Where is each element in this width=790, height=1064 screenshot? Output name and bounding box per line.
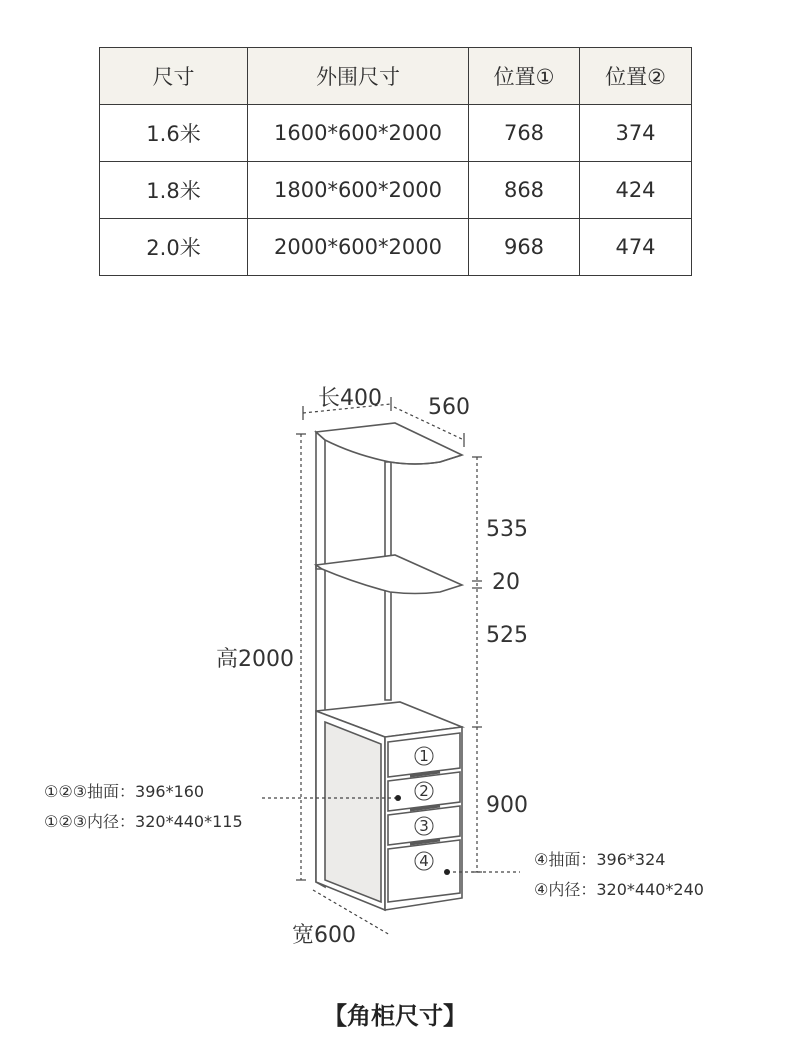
left-note-inner: ①②③内径：320*440*115 [44,812,243,831]
header-position-1: 位置① [469,48,580,105]
cell-position-1: 968 [469,219,580,276]
cabinet-side-panel [325,722,381,902]
segment-bottom-label: 900 [486,793,528,818]
cell-size: 1.6米 [100,105,248,162]
cell-position-2: 424 [580,162,692,219]
left-note-face: ①②③抽面：396*160 [44,782,205,801]
length-label: 长400 [318,386,382,411]
header-position-2: 位置② [580,48,692,105]
header-outer-size: 外围尺寸 [248,48,469,105]
drawer-3-number: 3 [419,817,429,835]
cell-outer-size: 1800*600*2000 [248,162,469,219]
right-note-face: ④抽面：396*324 [534,850,666,869]
cell-size: 1.8米 [100,162,248,219]
segment-top-label: 535 [486,517,528,542]
caption: 【角柜尺寸】 [323,1002,467,1030]
cell-size: 2.0米 [100,219,248,276]
cell-position-1: 868 [469,162,580,219]
header-size: 尺寸 [100,48,248,105]
top-shelf [316,423,462,464]
segment-shelf-label: 20 [492,570,520,595]
depth-label: 560 [428,395,470,420]
right-note-inner: ④内径：320*440*240 [534,880,704,899]
height-label: 高2000 [216,647,294,672]
cell-position-2: 374 [580,105,692,162]
cell-outer-size: 2000*600*2000 [248,219,469,276]
cell-position-2: 474 [580,219,692,276]
drawer-1-number: 1 [419,747,429,765]
middle-shelf [316,555,462,594]
drawer-2-number: 2 [419,782,429,800]
drawer-4-number: 4 [419,852,429,870]
cell-outer-size: 1600*600*2000 [248,105,469,162]
cell-position-1: 768 [469,105,580,162]
segment-mid-label: 525 [486,623,528,648]
width-label: 宽600 [292,923,356,948]
